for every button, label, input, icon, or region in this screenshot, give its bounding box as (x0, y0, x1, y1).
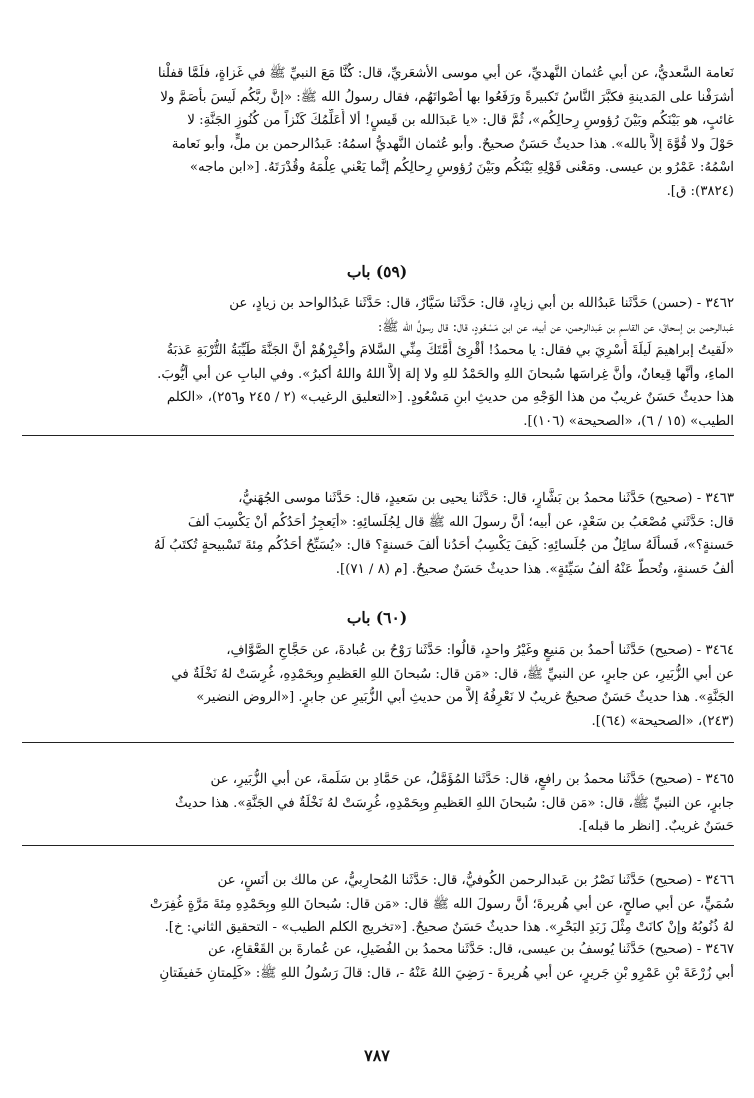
section-divider (22, 845, 734, 846)
text-line: أبي زُرْعَةَ بْنِ عَمْرِو بْنِ جَريرٍ، عن أبي هُريرةَ - رَضِيَ اللهُ عَنْهُ -، قال: قالَ رَسُولُ اللهِ ﷺ: «كَلِمتانِ خَفيفَتانِ (159, 965, 734, 981)
text-line: ٣٤٦٧ - (صحيح) حَدَّثَنا يُوسفُ بن عيسى، قال: حَدَّثَنا محمدُ بن الفُضَيلِ، عن عُمارةَ بن القَعْقاعِ، عن (208, 942, 734, 957)
text-line: عن أبي الزُّبَيرِ، عن جابرٍ، عن النبيِّ ﷺ، قال: «مَن قال: سُبحانَ اللهِ العَظيمِ وبِحَمْدِهِ، غُرِسَتْ لهُ نَخْلَةٌ في (171, 666, 734, 682)
hadith-3461-continuation (20, 62, 734, 203)
page-number: ٧٨٧ (364, 1046, 390, 1065)
text-line: ٣٤٦٢ - (حسن) حَدَّثَنا عَبدُالله بن أبي زيادٍ، قال: حَدَّثَنا سَيَّارٌ، قال: حَدَّثَنا عَبدُالواحد بن زيادٍ، عن (229, 296, 734, 311)
text-line: حَسنةٍ؟»، فَسألَهُ سائِلٌ من جُلَسائِهِ: كَيفَ يَكْسِبُ أحَدُنا ألفَ حَسنةٍ؟ قال: «يُسَبِّحُ أحَدُكُم مِئةَ تَسْبيحةٍ تُكتَبُ لَهُ (153, 538, 734, 553)
text-line: ٣٤٦٤ - (صحيح) حَدَّثَنا أحمدُ بن مَنيعٍ وغَيْرُ واحدٍ، قالُوا: حَدَّثَنا رَوْحُ بن عُبادةَ، عن حَجَّاجِ الصَّوَّافِ، (226, 643, 734, 658)
text-line: حَوْلَ ولا قُوَّةَ إلاَّ بالله». هذا حديثٌ حَسَنٌ صحيحٌ. وأبو عُثمان النَّهديُّ اسمُهُ: عَبدُالرحمن بن ملٍّ، وأبو نَعامة (171, 136, 734, 152)
hadith-3463 (20, 487, 734, 581)
text-line: جابرٍ، عن النبيِّ ﷺ، قال: «مَن قال: سُبحانَ اللهِ العَظيمِ وبِحَمْدِهِ، غُرِسَتْ لهُ نَخْلَةٌ في الجَنَّةِ». هذا حديثٌ (175, 795, 734, 811)
text-line: (٢٤٣)، «الصحيحة» (٦٤)]. (591, 713, 734, 729)
text-line: ٣٤٦٦ - (صحيح) حَدَّثَنا نَصْرُ بن عَبدالرحمن الكُوفيُّ، قال: حَدَّثَنا المُحارِبيُّ، عن مالك بن أنَسٍ، عن (217, 873, 734, 888)
text-line: الطيب» (١٥ / ٦)، «الصحيحة» (١٠٦)]. (523, 413, 734, 429)
hadith-3466 (20, 869, 734, 940)
section-divider (22, 435, 734, 436)
text-line: «لَقيتُ إبراهيمَ لَيلَةَ أُسْرِيَ بي فقال: يا محمدُ! أقْرِئ أُمَّتَكَ مِنِّي السَّلامَ وأخْبِرْهُمْ أنَّ الجَنَّةَ طَيِّبَةُ التُّرْبَةِ عَذبَةُ (166, 343, 734, 358)
text-line: لهُ ذُنُوبُهُ وإنْ كانَتْ مِثْلَ زَبَدِ البَحْرِ». هذا حديثٌ حَسَنٌ صحيحٌ. [«تخريج الكلم الطيب» - التحقيق الثاني: خ]. (164, 920, 734, 935)
text-line: سُمَيٍّ، عن أبي صالحٍ، عن أبي هُريرةَ؛ أنَّ رسولَ الله ﷺ قال: «مَن قال: سُبحانَ اللهِ وبِحَمْدِهِ مِئةَ مَرَّةٍ غُفِرَتْ (149, 896, 734, 912)
chapter-heading-59: (٥٩) باب (346, 262, 408, 281)
text-line: ٣٤٦٣ - (صحيح) حَدَّثَنا محمدُ بن بَشَّارٍ، قال: حَدَّثَنا يحيى بن سَعيدٍ، قال: حَدَّثَنا موسى الجُهَنيُّ، (238, 491, 734, 506)
text-line: الماءِ، وأنَّها قِيعانٌ، وأنَّ غِراسَها سُبحانَ اللهِ والحَمْدُ للهِ ولا إلهَ إلاَّ اللهُ واللهُ أكبرُ». وفي البابِ عن أبي أيُّوبَ. (157, 366, 734, 382)
text-line: عَبدالرحمن بن إسحاقَ، عن القاسمِ بن عَبدالرحمن، عن أبيه، عن ابن مَسْعُودٍ، قال: قال رسولُ الله ﷺ: (377, 319, 734, 335)
hadith-3462 (20, 292, 734, 433)
text-line: غائبٍ، هو بَيْنَكُم وبَيْنَ رُؤوسِ رِحالِكُم»، ثُمَّ قال: «يا عَبدَالله بن قَيسٍ! ألا أُعَلِّمُكَ كَنْزاً من كُنُوزِ الجَنَّةِ: لا (187, 113, 734, 128)
chapter-heading-60: (٦٠) باب (346, 608, 408, 627)
hadith-3465 (20, 768, 734, 839)
text-line: اسْمُهُ: عَمْرُو بن عيسى. ومَعْنى قَوْلِهِ بَيْنَكُم وبَيْنَ رُؤوسِ رِحالِكُم إنَّما يَعْني عِلْمَهُ وقُدْرَتَهُ. [«ابن ماجه» (189, 160, 734, 175)
section-divider (22, 742, 734, 743)
text-line: ٣٤٦٥ - (صحيح) حَدَّثَنا محمدُ بن رافعٍ، قال: حَدَّثَنا المُؤَمَّلُ، عن حَمَّادِ بن سَلَمةَ، عن أبي الزُّبَيرِ، عن (210, 772, 734, 787)
text-line: الجَنَّةِ». هذا حديثٌ حَسَنٌ صحيحٌ غريبٌ لا نَعْرِفُهُ إلاَّ من حديثِ أبي الزُّبَيرِ عن جابرٍ. [«الروض النضير» (196, 690, 734, 705)
hadith-3464 (20, 639, 734, 733)
hadith-3467 (20, 938, 734, 985)
text-line: هذا حديثٌ حَسَنٌ غريبٌ من هذا الوَجْهِ من حديثِ ابنِ مَسْعُودٍ. [«التعليق الرغيب» (٢ / ٢٤٥ و٢٥٦)، «الكلم (166, 390, 734, 405)
text-line: أشرَفْنا على المَدينةِ فكبَّرَ النَّاسُ تَكبيرةً ورَفَعُوا بها أصْواتَهُم، فقال رسولُ الله ﷺ: «إنَّ ربَّكُم لَيسَ بأصَمَّ ولا (160, 89, 734, 105)
text-line: قال: حَدَّثَني مُصْعَبُ بن سَعْدٍ، عن أبيه؛ أنَّ رسولَ الله ﷺ قال لِجُلَسائِهِ: «أيَعجِزُ أحَدُكُم أنْ يَكْسِبَ ألفَ (187, 514, 734, 530)
text-line: حَسَنٌ غريبٌ. [انظر ما قبله]. (578, 819, 734, 834)
text-line: نَعامة السَّعديُّ، عن أبي عُثمان النَّهديِّ، عن أبي موسى الأشعَريِّ، قال: كُنَّا مَعَ النبيِّ ﷺ في غَزاةٍ، فلَمَّا قفلْنا (157, 66, 734, 81)
text-line: ألفُ حَسنةٍ، وتُحطُّ عَنْهُ ألفُ سَيِّئةٍ». هذا حديثٌ حَسَنٌ صحيحٌ. [م (٨ / ٧١)]. (335, 561, 734, 577)
text-line: (٣٨٢٤): ق]. (666, 183, 734, 199)
